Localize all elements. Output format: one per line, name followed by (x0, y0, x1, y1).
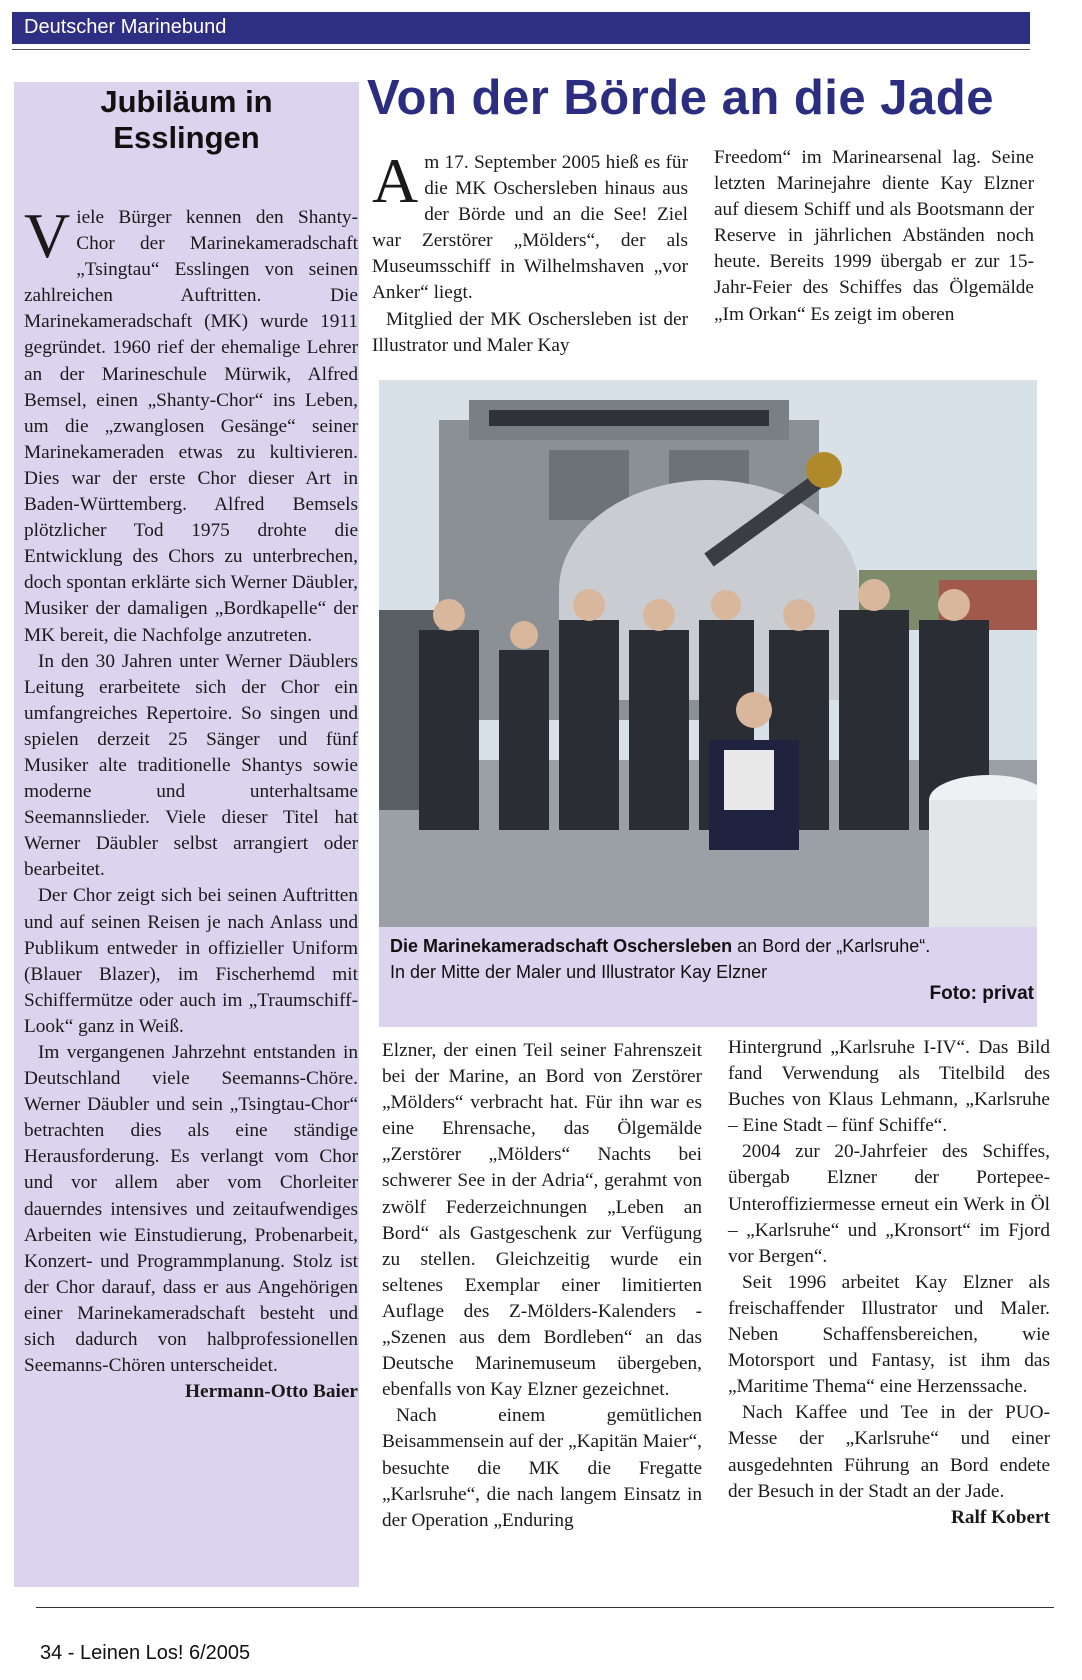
sidebar-title (14, 84, 359, 156)
sidebar-author: Hermann-Otto Baier (185, 1381, 358, 1403)
group-photo-illustration (379, 380, 1037, 928)
caption-rest: an Bord der „Karlsruhe“. (732, 936, 931, 956)
article-title: Von der Börde an die Jade (367, 71, 994, 125)
header-rule (12, 49, 1030, 50)
article-paragraph: Seit 1996 arbeitet Kay Elzner als freischaffender Illustrator und Maler. Neben Schaffensbereichen, wie Motorsport und Fantasy, ist ihm das „Maritime Thema“ eine Herzenssache. (728, 1271, 1050, 1398)
photo-caption (390, 933, 1030, 985)
article-column-1 (372, 145, 688, 359)
sidebar-title-line1: Jubiläum in (100, 84, 273, 119)
article-dropcap: A (372, 145, 419, 216)
sidebar-paragraph-text: iele Bürger kennen den Shanty-Chor der Marinekameradschaft „Tsingtau“ Esslingen von seinen zahlreichen Auftritten. Die Marinekameradschaft (MK) wurde 1911 gegründet. 1960 rief der ehemalige Lehrer an der Marineschule Mürwik, Alfred Bemsel, einen „Shanty-Chor“ ins Leben, um die „zwanglosen Gesänge“ seiner Marinekameraden etwas zu kultivieren. Dies war der erste Chor dieser Art in Baden-Württemberg. Alfred Bemsels plötzlicher Tod 1975 drohte die Entwicklung des Chors zu unterbrechen, doch spontan erklärte sich Werner Däubler, Musiker der damaligen „Bordkapelle“ der MK bereit, die Nachfolge anzutreten. (24, 207, 358, 646)
sidebar-text (24, 200, 358, 1405)
article-paragraph (372, 145, 688, 307)
sidebar-paragraph (24, 200, 358, 649)
photo-credit: Foto: privat (929, 983, 1034, 1004)
article-paragraph-text: m 17. September 2005 hieß es für die MK Oschersleben hinaus aus der Börde und an die See! Ziel war Zerstörer „Mölders“, der als Museumsschiff in Wilhelmshaven „vor Anker“ liegt. (372, 152, 688, 304)
section-header-bar (12, 12, 1030, 44)
caption-line-2: In der Mitte der Maler und Illustrator Kay Elzner (390, 962, 768, 982)
sidebar-title-line2: Esslingen (113, 120, 260, 155)
page-footer: 34 - Leinen Los! 6/2005 (40, 1642, 251, 1664)
sidebar-paragraph: In den 30 Jahren unter Werner Däublers Leitung erarbeitete sich der Chor ein umfangreiches Repertoire. So singen und spielen derzeit 25 Sänger und fünf Musiker alte traditionelle Shantys sowie moderne und unterhaltsame Seemannslieder. Viele dieser Titel hat Werner Däubler selbst arrangiert oder bearbeitet. (24, 650, 358, 881)
sidebar-paragraph: Der Chor zeigt sich bei seinen Auftritten und auf seinen Reisen je nach Anlass und Publikum entweder in offizieller Uniform (Blauer Blazer), im Fischerhemd mit Schiffermütze oder auch im „Traumschiff-Look“ ganz in Weiß. (24, 885, 358, 1037)
sidebar-paragraph-text: Im vergangenen Jahrzehnt entstanden in Deutschland viele Seemanns-Chöre. Werner Däubler und sein „Tsingtau-Chor“ betrachten dies als eine ständige Herausforderung. Es verlangt vom Chor und vor allem aber vom Chorleiter dauerndes intensives und zeitaufwendiges Arbeiten wie Einstudierung, Probenarbeit, Konzert- und Programmplanung. Stolz ist der Chor darauf, dass er aus Angehörigen einer Marinekameradschaft besteht und sich dadurch von halbprofessionellen Seemanns-Chören unterscheidet. (24, 1042, 358, 1377)
article-paragraph (728, 1400, 1050, 1528)
article-paragraph: Mitglied der MK Oschersleben ist der Illustrator und Maler Kay (372, 308, 688, 356)
caption-bold: Die Marinekameradschaft Oschersleben (390, 936, 733, 956)
article-paragraph: Nach einem gemütlichen Beisammensein auf der „Kapitän Maier“, besuchte die MK die Fregatte „Karlsruhe“, die nach langem Einsatz in der Operation „Enduring (382, 1405, 702, 1531)
group-photo (379, 380, 1037, 928)
article-column-2 (714, 145, 1034, 328)
article-paragraph: Hintergrund „Karlsruhe I-IV“. Das Bild fand Verwendung als Titelbild des Buches von Klaus Lehmann, „Karlsruhe – Eine Stadt – fünf Schiffe“. (728, 1037, 1050, 1137)
article-paragraph-text: Nach Kaffee und Tee in der PUO-Messe der „Karlsruhe“ und einer ausgedehnten Führung an Bord endete der Besuch in der Stadt an der Jade. (728, 1402, 1050, 1502)
article-column-3 (382, 1038, 702, 1534)
article-column-4 (728, 1035, 1050, 1531)
article-author: Ralf Kobert (950, 1506, 1050, 1528)
footer-rule (36, 1607, 1054, 1608)
section-label: Deutscher Marinebund (24, 16, 227, 38)
article-paragraph: 2004 zur 20-Jahrfeier des Schiffes, übergab Elzner der Portepee-Unteroffiziermesse erneut ein Werk in Öl – „Karlsruhe“ und „Kronsort“ im Fjord vor Bergen“. (728, 1141, 1050, 1267)
article-paragraph: Freedom“ im Marinearsenal lag. Seine letzten Marinejahre diente Kay Elzner auf diesem Schiff und als Bootsmann der Reserve in jährlichen Abständen noch heute. Bereits 1999 übergab er zur 15-Jahr-Feier des Schiffes das Ölgemälde „Im Orkan“ Es zeigt im oberen (714, 147, 1034, 325)
sidebar-paragraph (24, 1040, 358, 1403)
caption-line-1 (390, 933, 1030, 959)
sidebar-dropcap: V (24, 200, 71, 271)
article-paragraph: Elzner, der einen Teil seiner Fahrenszeit bei der Marine, an Bord von Zerstörer „Mölders“ verbracht hat. Für ihn war es eine Ehrensache, das Ölgemälde „Zerstörer „Mölders“ Nachts bei schwerer See in der Adria“, gerahmt von zwölf Federzeichnungen „Leben an Bord“ als Gastgeschenk zur Verfügung zu stellen. Gleichzeitig wurde ein seltenes Exemplar einer limitierten Auflage des Z-Mölders-Kalenders - „Szenen aus dem Bordleben“ an das Deutsche Marinemuseum übergeben, ebenfalls von Kay Elzner gezeichnet. (382, 1040, 702, 1401)
